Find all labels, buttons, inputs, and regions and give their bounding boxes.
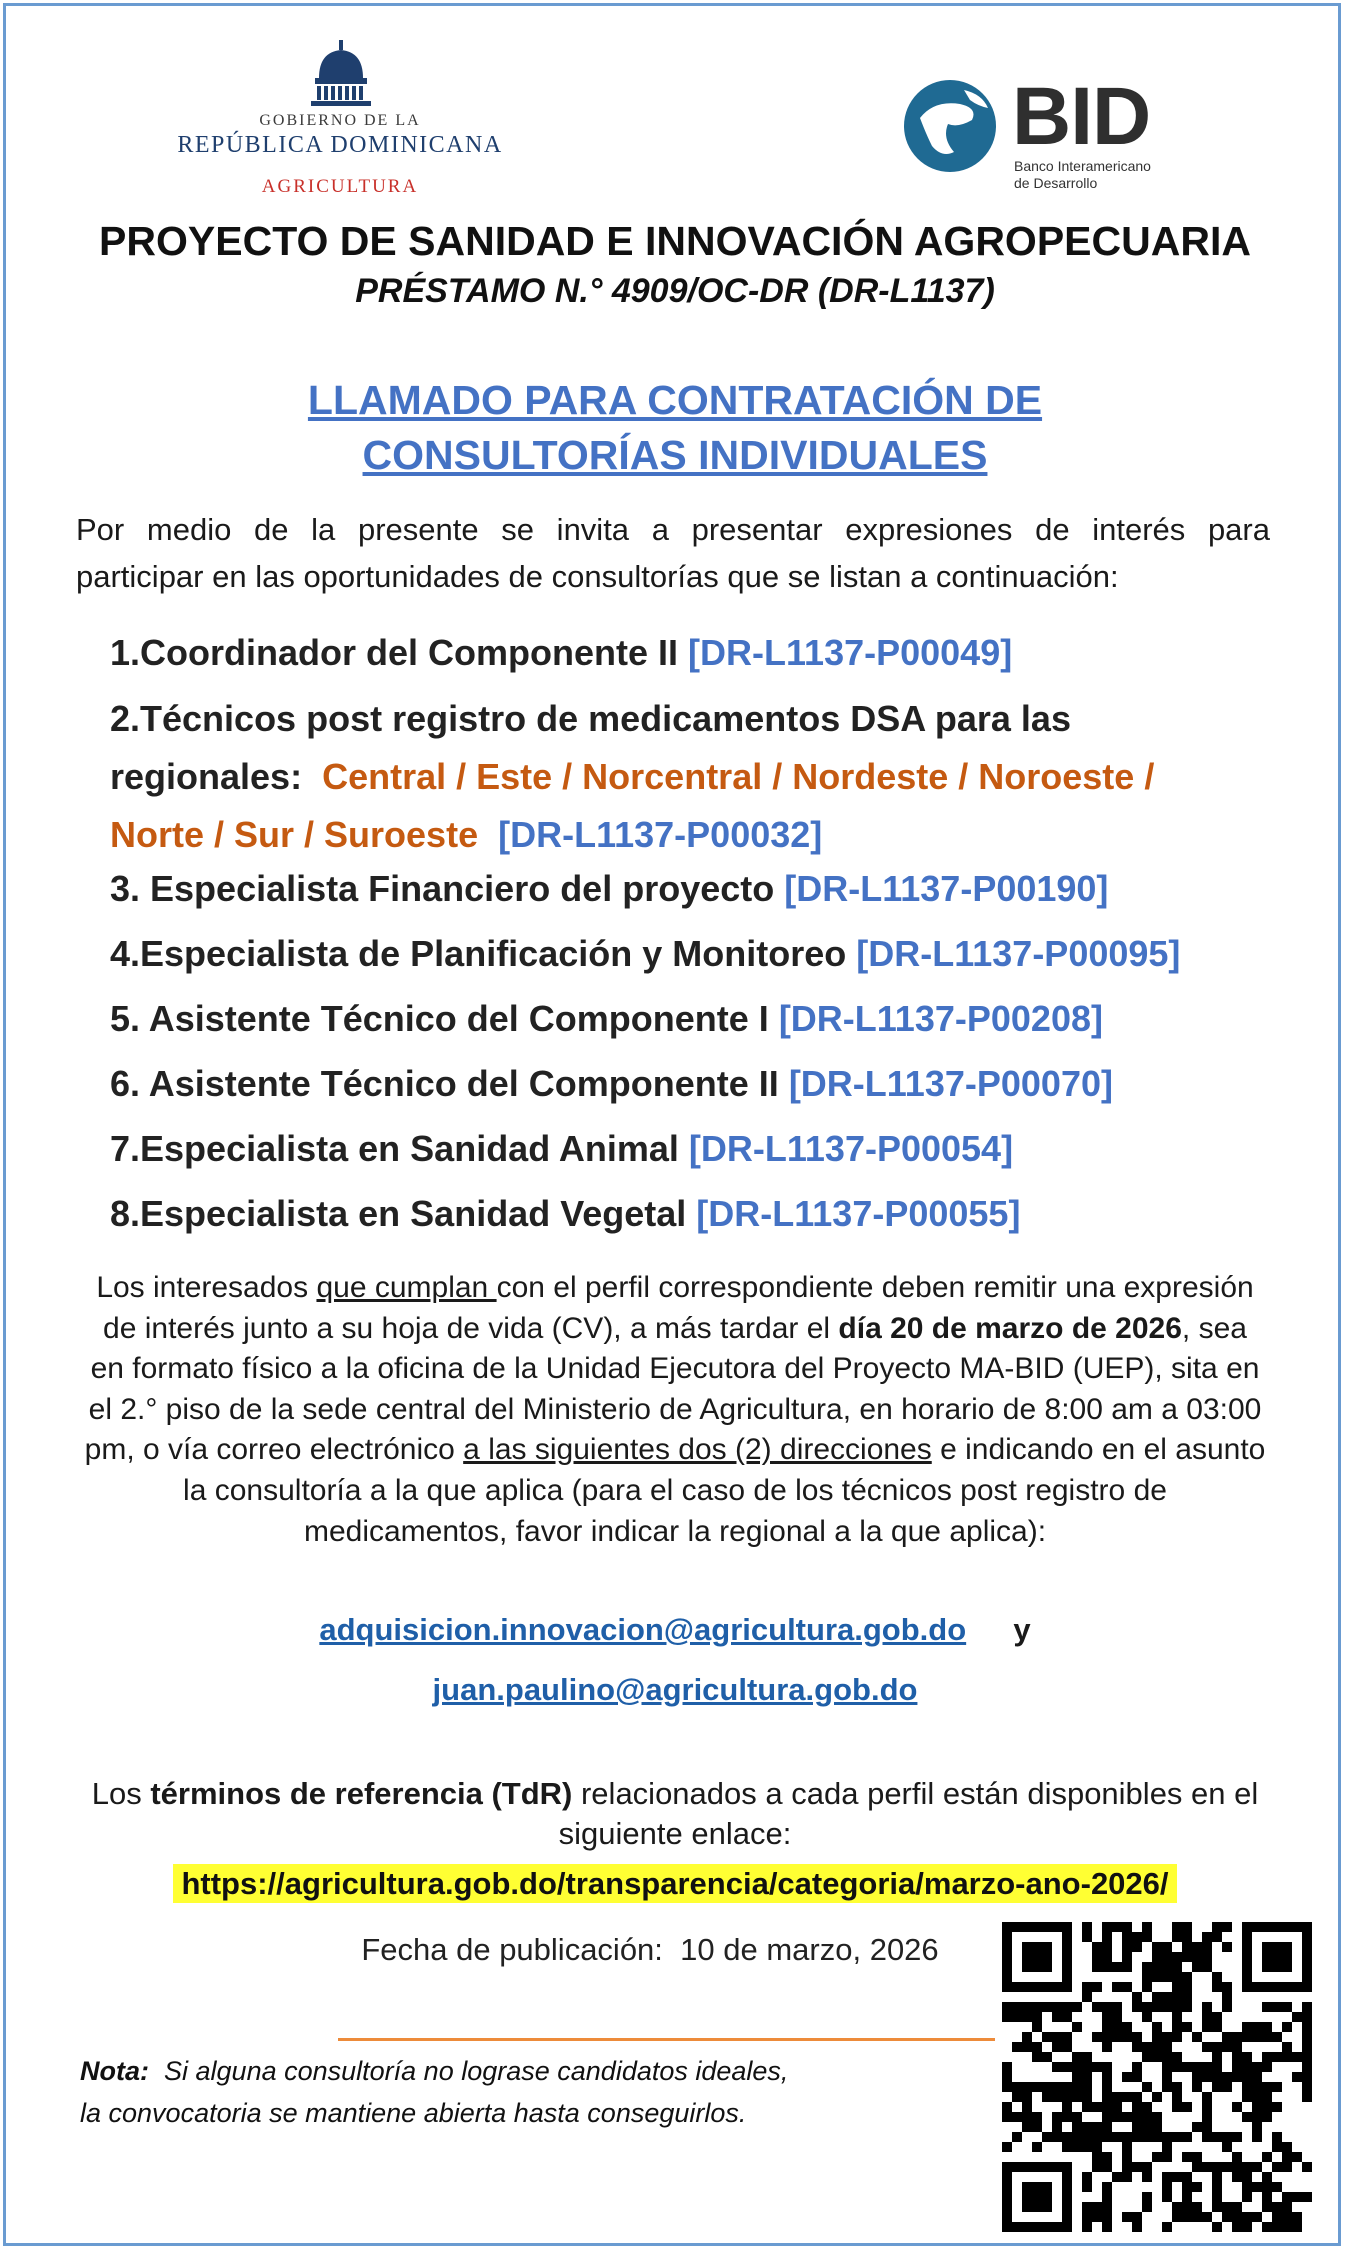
- deadline-date: día 20 de marzo de 2026: [838, 1311, 1182, 1345]
- item-code: [DR-L1137-P00049]: [688, 632, 1013, 673]
- call-title-line2: CONSULTORÍAS INDIVIDUALES: [362, 432, 988, 478]
- tdr-text: Los: [91, 1776, 151, 1811]
- item-label: 7.Especialista en Sanidad Animal: [110, 1128, 679, 1169]
- item-label-2: regionales:: [110, 756, 303, 797]
- publication-value: 10 de marzo, 2026: [680, 1932, 939, 1967]
- email-link-2[interactable]: juan.paulino@agricultura.gob.do: [432, 1672, 918, 1707]
- intro-line2: participar en las oportunidades de consultorías que se listan a continuación:: [76, 559, 1119, 594]
- item-code: [DR-L1137-P00055]: [696, 1193, 1021, 1234]
- project-title: PROYECTO DE SANIDAD E INNOVACIÓN AGROPECUARIA: [99, 218, 1251, 264]
- tdr-url-link[interactable]: https://agricultura.gob.do/transparencia/categoria/marzo-ano-2026/: [173, 1864, 1176, 1903]
- item-label: 6. Asistente Técnico del Componente II: [110, 1063, 779, 1104]
- para-text: e indicando en el asunto la consultoría a la que aplica (para el caso de los técnicos post registro de medicamentos, favor indicar la regional a la que aplica):: [183, 1433, 1266, 1548]
- publication-label: Fecha de publicación:: [361, 1932, 663, 1967]
- bid-sub-line2: de Desarrollo: [1014, 175, 1098, 191]
- email-joiner: y: [1013, 1612, 1031, 1647]
- item-regions: Central / Este / Norcentral / Nordeste / Noroeste /: [322, 756, 1155, 797]
- email-link-1[interactable]: adquisicion.innovacion@agricultura.gob.do: [319, 1612, 967, 1647]
- bid-subtitle: [1014, 158, 1151, 192]
- tdr-bold: términos de referencia (TdR): [150, 1776, 573, 1811]
- dome-icon: [305, 40, 377, 110]
- item-code: [DR-L1137-P00208]: [778, 998, 1103, 1039]
- email-line-2: [0, 1672, 1350, 1708]
- item-label: 2.Técnicos post registro de medicamentos DSA para las: [110, 698, 1071, 739]
- para-text: con el perfil correspondiente deben remitir una expresión de interés junto a su hoja de vida (CV), a más tardar el: [103, 1271, 1254, 1345]
- list-item: [110, 690, 1290, 864]
- instructions-paragraph: [84, 1268, 1266, 1552]
- qr-code-icon[interactable]: [1002, 1922, 1312, 2232]
- list-item: [110, 990, 1290, 1048]
- item-code: [DR-L1137-P00190]: [784, 868, 1109, 909]
- item-regions-2: Norte / Sur / Suroeste: [110, 814, 479, 855]
- publication-date: [300, 1932, 1000, 1968]
- item-code: [DR-L1137-P00095]: [856, 933, 1181, 974]
- note-line2: la convocatoria se mantiene abierta hasta conseguirlos.: [80, 2098, 747, 2128]
- para-underline: a las siguientes dos (2) direcciones: [463, 1433, 932, 1467]
- item-label: 3. Especialista Financiero del proyecto: [110, 868, 775, 909]
- bid-logo: [902, 71, 1172, 192]
- gov-line1: GOBIERNO DE LA: [259, 112, 421, 129]
- note: [80, 2050, 930, 2134]
- gov-line3: AGRICULTURA: [261, 176, 419, 197]
- divider: [338, 2038, 995, 2041]
- list-item: [110, 925, 1290, 983]
- note-line1: Si alguna consultoría no lograse candidatos ideales,: [164, 2056, 789, 2086]
- call-title: [0, 373, 1350, 483]
- list-item: [110, 1185, 1290, 1243]
- gobierno-logo: [160, 40, 520, 208]
- item-label: 1.Coordinador del Componente II: [110, 632, 679, 673]
- email-line-1: [0, 1612, 1350, 1648]
- note-label: Nota:: [80, 2056, 149, 2086]
- list-item: [110, 1120, 1290, 1178]
- item-code: [DR-L1137-P00032]: [498, 814, 823, 855]
- globe-icon: [902, 78, 1002, 178]
- call-title-line1: LLAMADO PARA CONTRATACIÓN DE: [307, 377, 1043, 423]
- para-text: Los interesados: [96, 1271, 317, 1304]
- tdr-text: relacionados a cada perfil están disponibles en el siguiente enlace:: [558, 1776, 1259, 1851]
- list-item: [110, 1055, 1290, 1113]
- item-label: 8.Especialista en Sanidad Vegetal: [110, 1193, 687, 1234]
- bid-name: BID: [1012, 71, 1151, 162]
- intro-line1: Por medio de la presente se invita a presentar expresiones de interés para: [76, 512, 1270, 547]
- list-item: [110, 860, 1290, 918]
- tdr-url-line: [0, 1866, 1350, 1902]
- tdr-paragraph: [84, 1774, 1266, 1854]
- gov-line2: REPÚBLICA DOMINICANA: [177, 132, 503, 158]
- item-code: [DR-L1137-P00054]: [688, 1128, 1014, 1169]
- loan-number: PRÉSTAMO N.° 4909/OC-DR (DR-L1137): [355, 272, 995, 310]
- para-text: , sea en formato físico a la oficina de la Unidad Ejecutora del Proyecto MA-BID (UEP), sita en el 2.° piso de la sede central del Ministerio de Agricultura, en horario de 8:00 am a 03:00 pm, o vía correo electrónico: [84, 1311, 1262, 1467]
- item-code: [DR-L1137-P00070]: [788, 1063, 1113, 1104]
- bid-sub-line1: Banco Interamericano: [1014, 158, 1151, 174]
- item-label: 5. Asistente Técnico del Componente I: [110, 998, 769, 1039]
- para-underline: que cumplan: [316, 1271, 497, 1304]
- item-label: 4.Especialista de Planificación y Monitoreo: [110, 933, 847, 974]
- list-item: [110, 624, 1290, 682]
